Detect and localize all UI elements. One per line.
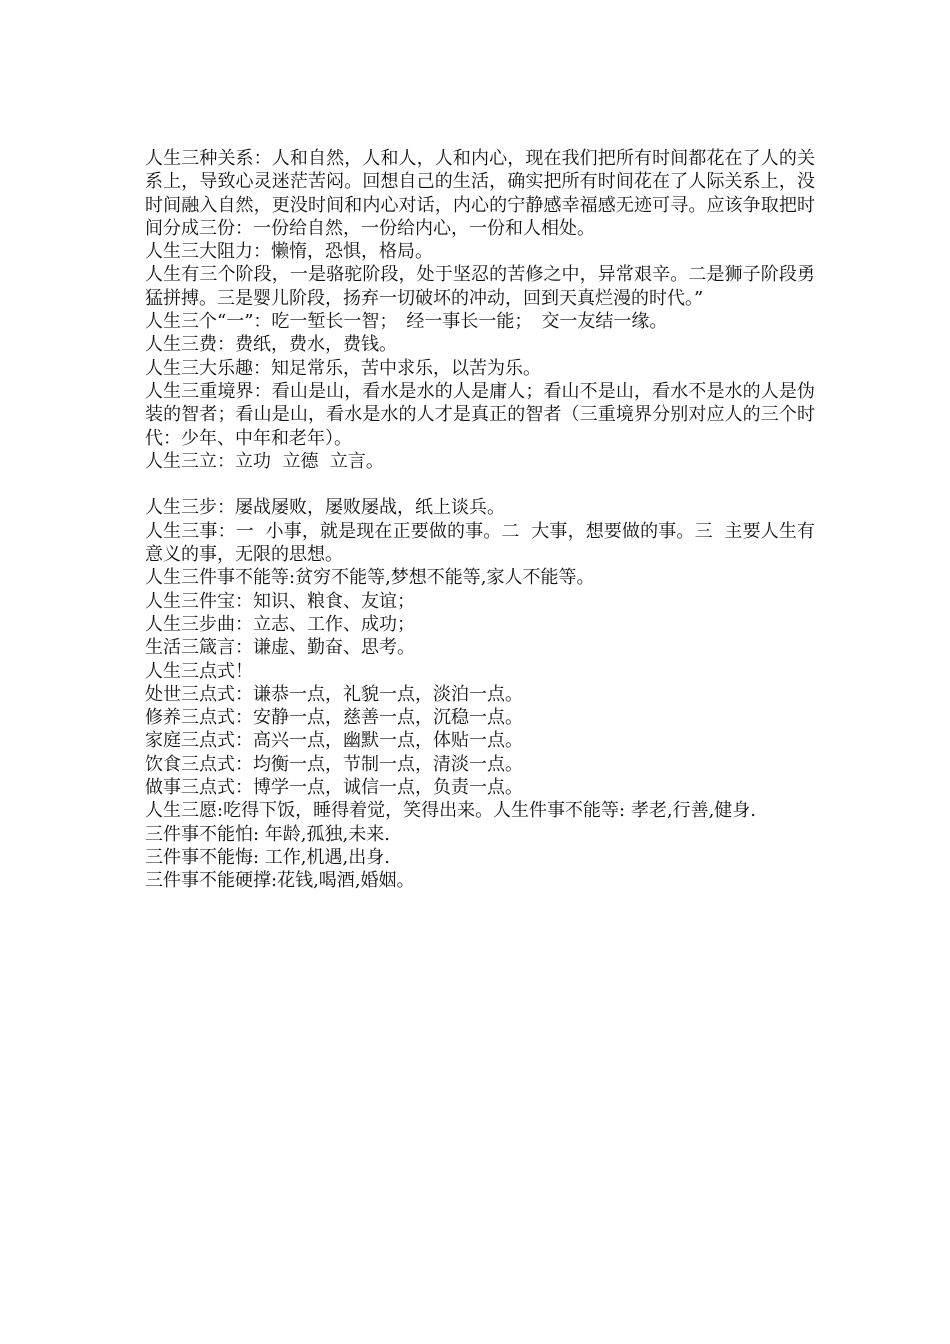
paragraph-three-points-title: 人生三点式！ [145,660,253,682]
paragraph-three-mottos: 生活三箴言：谦虚、勤奋、思考。 [145,637,415,659]
paragraph-three-treasures: 人生三件宝：知识、粮食、友谊； [145,590,415,612]
paragraph-work-points: 做事三点式：博学一点，诚信一点，负责一点。 [145,777,523,799]
paragraph-three-relationships: 人生三种关系：人和自然，人和人，人和内心，现在我们把所有时间都花在了人的关系上，导致心灵迷茫苦闷。回想自己的生活，确实把所有时间花在了人际关系上，没时间融入自然，更没时间和内心对话，内心的宁静感幸福感无迹可寻。应该争取把时间分成三份：一份给自然，一份给内心，一份和人相处。 [145,148,815,239]
paragraph-three-steps: 人生三步：屡战屡败，屡败屡战，纸上谈兵。 [145,497,505,519]
paragraph-three-obstacles: 人生三大阻力：懒惰，恐惧，格局。 [145,241,433,263]
paragraph-three-matters: 人生三事：一 小事，就是现在正要做的事。二 大事，想要做的事。三 主要人生有意义的事，无限的思想。 [145,520,815,566]
paragraph-three-wishes: 人生三愿:吃得下饭，睡得着觉，笑得出来。人生件事不能等: 孝老,行善,健身. [145,800,757,822]
document-body [145,147,815,893]
paragraph-three-establishments: 人生三立：立功 立德 立言。 [145,450,384,472]
paragraph-cannot-regret: 三件事不能悔: 工作,机遇,出身. [145,846,390,868]
paragraph-three-stages: 人生有三个阶段，一是骆驼阶段，处于坚忍的苦修之中，异常艰辛。二是狮子阶段勇猛拼搏。三是婴儿阶段，扬弃一切破坏的冲动，回到天真烂漫的时代。” [145,264,815,309]
paragraph-family-points: 家庭三点式：高兴一点，幽默一点，体贴一点。 [145,730,523,752]
paragraph-spacer [145,473,815,496]
paragraph-three-realms: 人生三重境界：看山是山，看水是水的人是庸人；看山不是山，看水不是水的人是伪装的智者；看山是山，看水是水的人才是真正的智者（三重境界分别对应人的三个时代：少年、中年和老年）。 [145,380,815,449]
paragraph-cultivation-points: 修养三点式：安静一点，慈善一点，沉稳一点。 [145,707,523,729]
paragraph-three-wastes: 人生三费：费纸，费水，费钱。 [145,334,397,356]
paragraph-cannot-wait: 人生三件事不能等:贫穷不能等,梦想不能等,家人不能等。 [145,567,595,589]
paragraph-cannot-fear: 三件事不能怕: 年龄,孤独,未来. [145,823,390,845]
paragraph-conduct-points: 处世三点式：谦恭一点，礼貌一点，淡泊一点。 [145,683,523,705]
paragraph-cannot-force: 三件事不能硬撑:花钱,喝酒,婚姻。 [145,870,415,892]
paragraph-three-joys: 人生三大乐趣：知足常乐，苦中求乐，以苦为乐。 [145,357,541,379]
paragraph-three-ones: 人生三个“一”：吃一堑长一智； 经一事长一能； 交一友结一缘。 [145,311,668,333]
paragraph-diet-points: 饮食三点式：均衡一点，节制一点，清淡一点。 [145,753,523,775]
paragraph-three-step-song: 人生三步曲：立志、工作、成功； [145,613,415,635]
